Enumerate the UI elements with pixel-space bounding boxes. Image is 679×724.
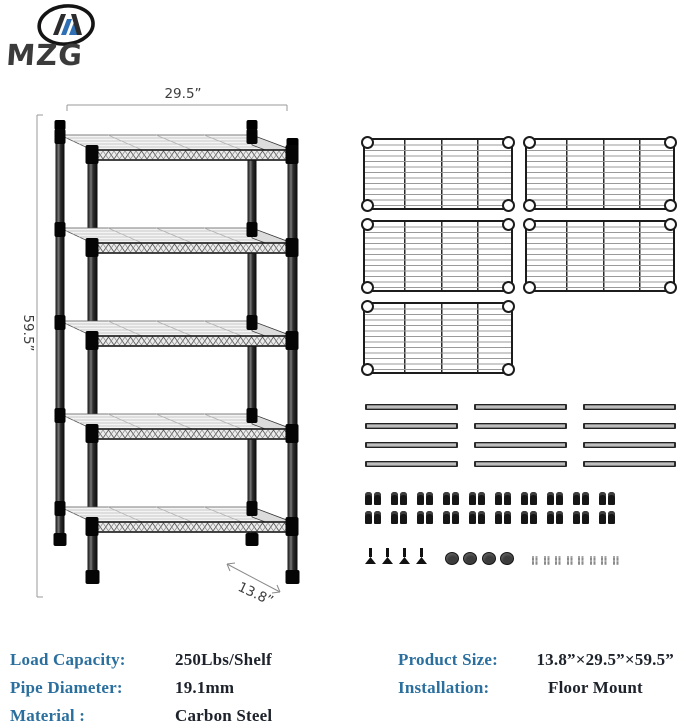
- parts-diagram: [360, 128, 678, 570]
- shelf-clip: [608, 511, 615, 524]
- pole-tube: [365, 461, 458, 467]
- height-dimension: [20, 115, 43, 597]
- shelf-clip: [443, 492, 450, 505]
- shelf-clip: [469, 492, 476, 505]
- shelf-clip: [426, 492, 433, 505]
- shelf-clip: [452, 492, 459, 505]
- wire-shelf-panel: [525, 138, 675, 210]
- spec-label: Material :: [10, 706, 86, 724]
- shelf-clip: [365, 492, 372, 505]
- pole-tube: [365, 423, 458, 429]
- shelf-clip: [504, 511, 511, 524]
- shelf-clip: [547, 511, 554, 524]
- wire-shelf-panel: [525, 220, 675, 292]
- end-cap: [445, 552, 459, 565]
- shelf-clip: [608, 492, 615, 505]
- pole-tube: [365, 442, 458, 448]
- width-dimension: [67, 86, 287, 111]
- shelf-clip: [400, 492, 407, 505]
- spec-value: 13.8”×29.5”×59.5”: [536, 650, 674, 669]
- shelf-clip: [426, 511, 433, 524]
- small-fastener: [555, 556, 562, 565]
- spec-row-material: [10, 706, 350, 724]
- pole-tube: [583, 423, 676, 429]
- shelf-clip: [556, 492, 563, 505]
- spec-value: Floor Mount: [548, 678, 643, 697]
- small-fastener: [578, 556, 585, 565]
- small-fastener: [613, 556, 620, 565]
- wire-shelf-panel: [363, 220, 513, 292]
- spec-label: Installation:: [398, 678, 490, 697]
- height-dimension-label: 59.5”: [20, 314, 36, 352]
- wire-shelf-panel: [363, 138, 513, 210]
- shelf-clip: [478, 492, 485, 505]
- shelf-clip: [400, 511, 407, 524]
- shelf-clip: [478, 511, 485, 524]
- spec-value: Carbon Steel: [175, 706, 273, 724]
- pole-tube: [583, 404, 676, 410]
- pole-tube: [474, 404, 567, 410]
- shelf-clip: [374, 511, 381, 524]
- spec-label: Load Capacity:: [10, 650, 126, 669]
- width-dimension-label: 29.5”: [164, 86, 202, 102]
- shelf-clip: [530, 492, 537, 505]
- spec-label: Product Size:: [398, 650, 499, 669]
- pole-tube: [365, 404, 458, 410]
- shelf-clip: [374, 492, 381, 505]
- shelf-clip: [599, 492, 606, 505]
- wire-shelf-panel: [363, 302, 513, 374]
- shelf-clip: [391, 511, 398, 524]
- shelf-clip: [469, 511, 476, 524]
- small-fastener: [567, 556, 574, 565]
- shelf-clip: [521, 492, 528, 505]
- leveling-foot: [399, 548, 410, 564]
- shelf-clip: [556, 511, 563, 524]
- shelf-clip: [417, 492, 424, 505]
- spec-row-load-capacity: [10, 650, 350, 678]
- pole-tube: [474, 423, 567, 429]
- end-cap: [482, 552, 496, 565]
- spec-label: Pipe Diameter:: [10, 678, 123, 697]
- small-fastener: [532, 556, 539, 565]
- spec-row-product-size: [398, 650, 674, 678]
- shelf-clip: [452, 511, 459, 524]
- spec-column-left: [10, 650, 350, 724]
- shelf-clip: [582, 511, 589, 524]
- pole-tube: [583, 461, 676, 467]
- brand-logo-text: MZG: [8, 38, 85, 70]
- shelf-unit-illustration: [15, 85, 335, 610]
- small-fastener: [601, 556, 608, 565]
- leveling-foot: [416, 548, 427, 564]
- shelf-clip: [582, 492, 589, 505]
- pole-tube: [583, 442, 676, 448]
- spec-column-right: [398, 650, 674, 706]
- spec-value: 19.1mm: [175, 678, 235, 697]
- end-cap: [500, 552, 514, 565]
- end-cap: [463, 552, 477, 565]
- shelf-clip: [391, 492, 398, 505]
- depth-dimension-label: 13.8”: [235, 579, 276, 610]
- shelf-clip: [504, 492, 511, 505]
- spec-row-pipe-diameter: [10, 678, 350, 706]
- leveling-foot: [382, 548, 393, 564]
- shelf-clip: [443, 511, 450, 524]
- pole-tube: [474, 461, 567, 467]
- brand-logo-icon: [8, 2, 128, 70]
- shelf-clip: [547, 492, 554, 505]
- pole-tube: [474, 442, 567, 448]
- shelf-clip: [573, 511, 580, 524]
- shelf-clip: [417, 511, 424, 524]
- spec-value: 250Lbs/Shelf: [175, 650, 272, 669]
- depth-dimension: [227, 563, 280, 609]
- small-fastener: [590, 556, 597, 565]
- shelf-clip: [573, 492, 580, 505]
- small-fastener: [544, 556, 551, 565]
- leveling-foot: [365, 548, 376, 564]
- shelf-clip: [599, 511, 606, 524]
- shelf-clip: [530, 511, 537, 524]
- shelf-clip: [365, 511, 372, 524]
- shelf-clip: [521, 511, 528, 524]
- spec-row-installation: [398, 678, 674, 706]
- shelf-clip: [495, 492, 502, 505]
- brand-logo: [8, 2, 128, 70]
- shelf-clip: [495, 511, 502, 524]
